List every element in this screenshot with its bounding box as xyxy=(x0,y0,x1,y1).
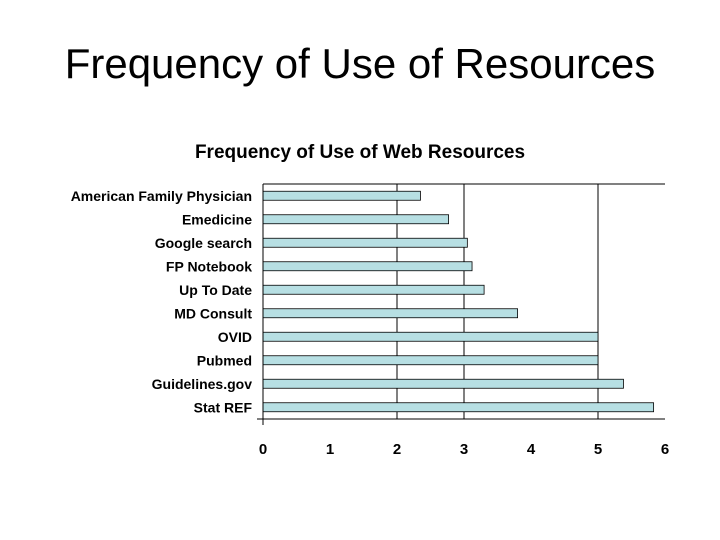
bar-md-consult xyxy=(263,309,518,318)
category-label: OVID xyxy=(217,328,252,345)
bar-google-search xyxy=(263,238,467,247)
x-tick-label: 6 xyxy=(660,441,670,458)
category-label: Pubmed xyxy=(196,352,252,369)
x-tick-label: 0 xyxy=(258,441,268,458)
bar-american-family-physician xyxy=(263,191,420,200)
bar-fp-notebook xyxy=(263,262,472,271)
chart-title: Frequency of Use of Web Resources xyxy=(194,142,526,163)
category-label: MD Consult xyxy=(174,305,252,322)
bar-ovid xyxy=(263,332,598,341)
bar-emedicine xyxy=(263,215,449,224)
x-tick-label: 5 xyxy=(593,441,603,458)
bar-pubmed xyxy=(263,356,598,365)
category-label: FP Notebook xyxy=(165,258,252,275)
category-label: Google search xyxy=(154,234,252,251)
category-label: Guidelines.gov xyxy=(151,375,252,392)
bars xyxy=(263,191,654,412)
bar-up-to-date xyxy=(263,285,484,294)
category-label: American Family Physician xyxy=(70,187,252,204)
x-tick-label: 3 xyxy=(459,441,469,458)
category-labels xyxy=(71,188,253,416)
category-label: Up To Date xyxy=(179,281,252,298)
bar-stat-ref xyxy=(263,403,654,412)
x-tick-label: 2 xyxy=(392,441,402,458)
x-tick-label: 4 xyxy=(526,441,536,458)
x-tick-labels xyxy=(259,441,669,458)
category-label: Stat REF xyxy=(193,399,252,416)
category-label: Emedicine xyxy=(181,211,252,228)
x-tick-label: 1 xyxy=(325,441,335,458)
slide-title: Frequency of Use of Resources xyxy=(64,40,656,87)
bar-guidelines-gov xyxy=(263,379,623,388)
